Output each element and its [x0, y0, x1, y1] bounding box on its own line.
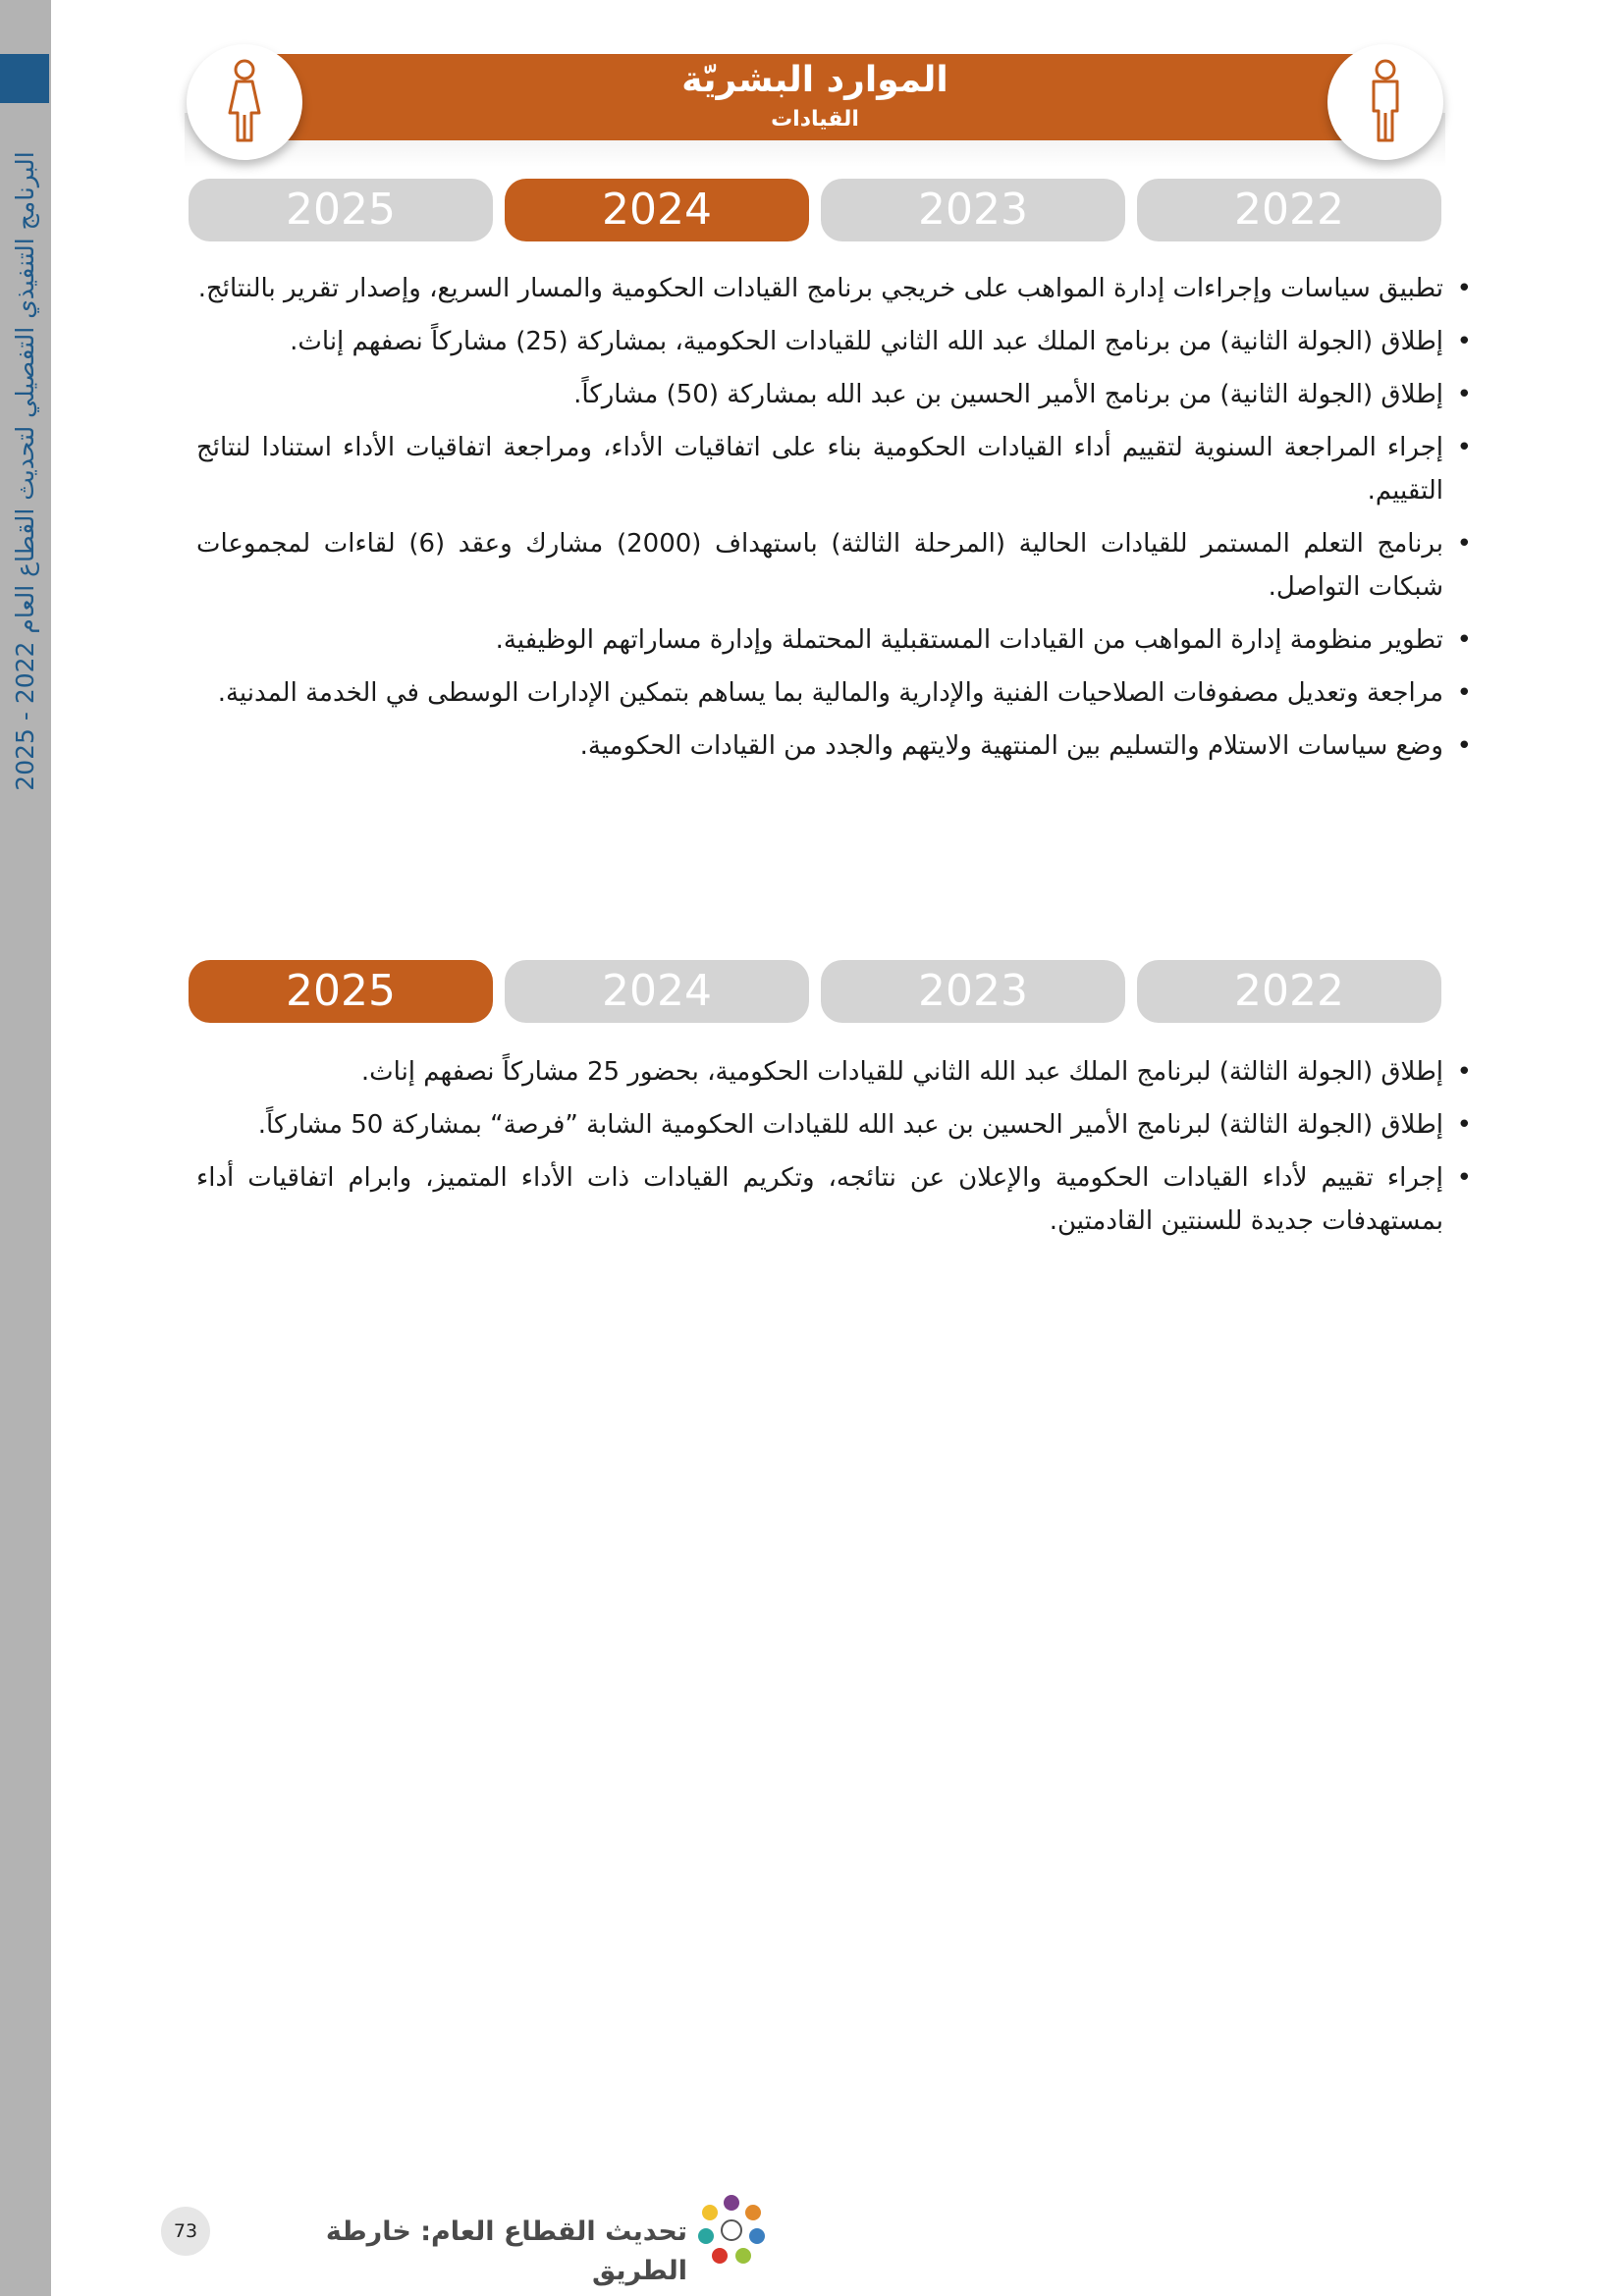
- year-tab-2023: 2023: [821, 179, 1125, 241]
- list-item: • برنامج التعلم المستمر للقيادات الحالية (المرحلة الثالثة) باستهداف (2000) مشارك وعقد (6) لقاءات لمجموعات شبكات التواصل.: [196, 529, 1472, 602]
- list-item: • مراجعة وتعديل مصفوفات الصلاحيات الفنية والإدارية والمالية بما يساهم بتمكين الإدارات الوسطى في الخدمة المدنية.: [217, 678, 1472, 708]
- page-title: الموارد البشريّة: [681, 60, 948, 100]
- initiatives-list-2024: [196, 267, 1472, 768]
- year-tab-2022: 2022: [1137, 179, 1441, 241]
- list-item: • إجراء المراجعة السنوية لتقييم أداء القيادات الحكومية بناء على اتفاقيات الأداء، ومراجعة اتفاقيات الأداء استنادا لنتائج التقييم.: [196, 433, 1472, 506]
- page-subtitle: القيادات: [771, 107, 859, 132]
- list-item: • إطلاق (الجولة الثانية) من برنامج الأمير الحسين بن عبد الله بمشاركة (50) مشاركاً.: [573, 380, 1472, 409]
- public-sector-modernization-logo: [692, 2191, 771, 2269]
- header-banner: [275, 54, 1355, 140]
- year-tab-2025-active: 2025: [189, 960, 493, 1023]
- list-item: • إطلاق (الجولة الثالثة) لبرنامج الأمير الحسين بن عبد الله للقيادات الحكومية الشابة ”فرصة“ بمشاركة 50 مشاركاً.: [257, 1110, 1472, 1140]
- list-item: • إجراء تقييم لأداء القيادات الحكومية والإعلان عن نتائجه، وتكريم القيادات ذات الأداء المتميز، وابرام اتفاقيات أداء بمستهدفات جديدة للسنتين القادمتين.: [196, 1163, 1472, 1236]
- sidebar-title: البرنامج التنفيذي التفصيلي لتحديث القطاع العام 2022 - 2025: [11, 151, 39, 791]
- list-item: • إطلاق (الجولة الثانية) من برنامج الملك عبد الله الثاني للقيادات الحكومية، بمشاركة (25) مشاركاً نصفهم إناث.: [290, 327, 1472, 356]
- year-tab-2024-active: 2024: [505, 179, 809, 241]
- list-item: • إطلاق (الجولة الثالثة) لبرنامج الملك عبد الله الثاني للقيادات الحكومية، بحضور 25 مشاركاً نصفهم إناث.: [360, 1057, 1472, 1087]
- year-tabs-1: [189, 179, 1445, 241]
- initiatives-list-2025: [196, 1050, 1472, 1243]
- sidebar: [0, 0, 51, 2296]
- footer-title: تحديث القطاع العام: خارطة الطريق: [325, 2216, 687, 2286]
- year-tab-2025: 2025: [189, 179, 493, 241]
- list-item: • تطبيق سياسات وإجراءات إدارة المواهب على خريجي برنامج القيادات الحكومية والمسار السريع، وإصدار تقرير بالنتائج.: [197, 274, 1472, 303]
- page-number: 73: [161, 2207, 210, 2256]
- female-person-icon: [187, 44, 302, 160]
- year-tab-2023: 2023: [821, 960, 1125, 1023]
- year-tab-2022: 2022: [1137, 960, 1441, 1023]
- section-header: [177, 44, 1453, 172]
- year-tabs-2: [189, 960, 1445, 1023]
- list-item: • وضع سياسات الاستلام والتسليم بين المنتهية ولايتهم والجدد من القيادات الحكومية.: [579, 731, 1472, 761]
- year-tab-2024: 2024: [505, 960, 809, 1023]
- male-person-icon: [1327, 44, 1443, 160]
- list-item: • تطوير منظومة إدارة المواهب من القيادات المستقبلية المحتملة وإدارة مساراتهم الوظيفية.: [495, 625, 1472, 655]
- sidebar-tab-marker: [0, 54, 49, 103]
